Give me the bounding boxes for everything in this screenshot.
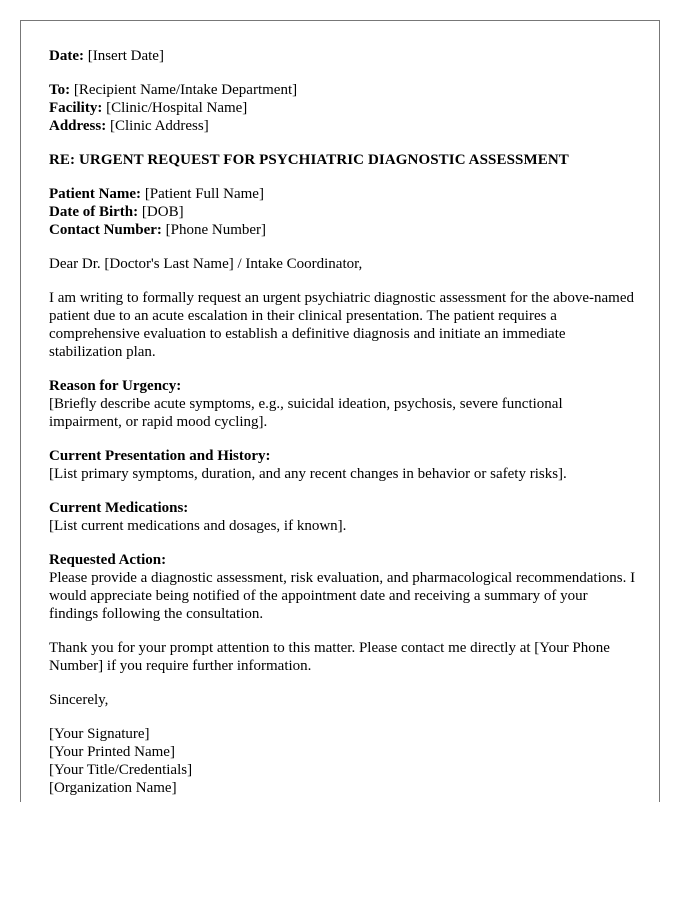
section-current-medications <box>49 499 639 535</box>
contact-label: Contact Number: <box>49 222 162 238</box>
section-heading: Current Medications: <box>49 500 189 516</box>
date-value: [Insert Date] <box>87 48 164 64</box>
subject-line: RE: URGENT REQUEST FOR PSYCHIATRIC DIAGNOSTIC ASSESSMENT <box>49 152 569 168</box>
section-body: [List primary symptoms, duration, and any recent changes in behavior or safety risks]. <box>49 466 567 482</box>
patient-block <box>49 185 639 239</box>
signature-line: [Your Signature] <box>49 726 150 742</box>
signature-block <box>49 725 639 797</box>
patient-name-value: [Patient Full Name] <box>144 186 264 202</box>
signoff: Sincerely, <box>49 692 109 708</box>
section-body: [Briefly describe acute symptoms, e.g., suicidal ideation, psychosis, severe functional impairment, or rapid mood cycling]. <box>49 396 563 430</box>
section-body: [List current medications and dosages, if known]. <box>49 518 347 534</box>
to-value: [Recipient Name/Intake Department] <box>73 82 298 98</box>
printed-name-line: [Your Printed Name] <box>49 744 175 760</box>
to-line <box>49 81 639 99</box>
patient-name-line <box>49 185 639 203</box>
address-label: Address: <box>49 118 107 134</box>
title-line: [Your Title/Credentials] <box>49 762 193 778</box>
section-heading: Current Presentation and History: <box>49 448 271 464</box>
dob-line <box>49 203 639 221</box>
closing-paragraph: Thank you for your prompt attention to this matter. Please contact me directly at [Your Phone Number] if you require further information. <box>49 640 610 674</box>
address-value: [Clinic Address] <box>109 118 209 134</box>
organization-line: [Organization Name] <box>49 780 177 796</box>
address-line <box>49 117 639 135</box>
facility-value: [Clinic/Hospital Name] <box>106 100 248 116</box>
patient-name-label: Patient Name: <box>49 186 142 202</box>
section-current-presentation <box>49 447 639 483</box>
date-label: Date: <box>49 48 84 64</box>
section-requested-action <box>49 551 639 623</box>
facility-label: Facility: <box>49 100 103 116</box>
recipient-block <box>49 81 639 135</box>
section-reason-for-urgency <box>49 377 639 431</box>
date-line <box>49 47 639 65</box>
intro-paragraph: I am writing to formally request an urgent psychiatric diagnostic assessment for the above-named patient due to an acute escalation in their clinical presentation. The patient requires a comprehensive evaluation to establish a definitive diagnosis and initiate an immediate stabilization plan. <box>49 290 634 360</box>
letter-body <box>49 47 639 797</box>
facility-line <box>49 99 639 117</box>
salutation: Dear Dr. [Doctor's Last Name] / Intake Coordinator, <box>49 256 363 272</box>
to-label: To: <box>49 82 71 98</box>
contact-value: [Phone Number] <box>165 222 267 238</box>
dob-value: [DOB] <box>141 204 184 220</box>
dob-label: Date of Birth: <box>49 204 139 220</box>
section-heading: Reason for Urgency: <box>49 378 182 394</box>
section-body: Please provide a diagnostic assessment, risk evaluation, and pharmacological recommendations. I would appreciate being notified of the appointment date and receiving a summary of your findings following the consultation. <box>49 570 636 622</box>
section-heading: Requested Action: <box>49 552 167 568</box>
contact-line <box>49 221 639 239</box>
